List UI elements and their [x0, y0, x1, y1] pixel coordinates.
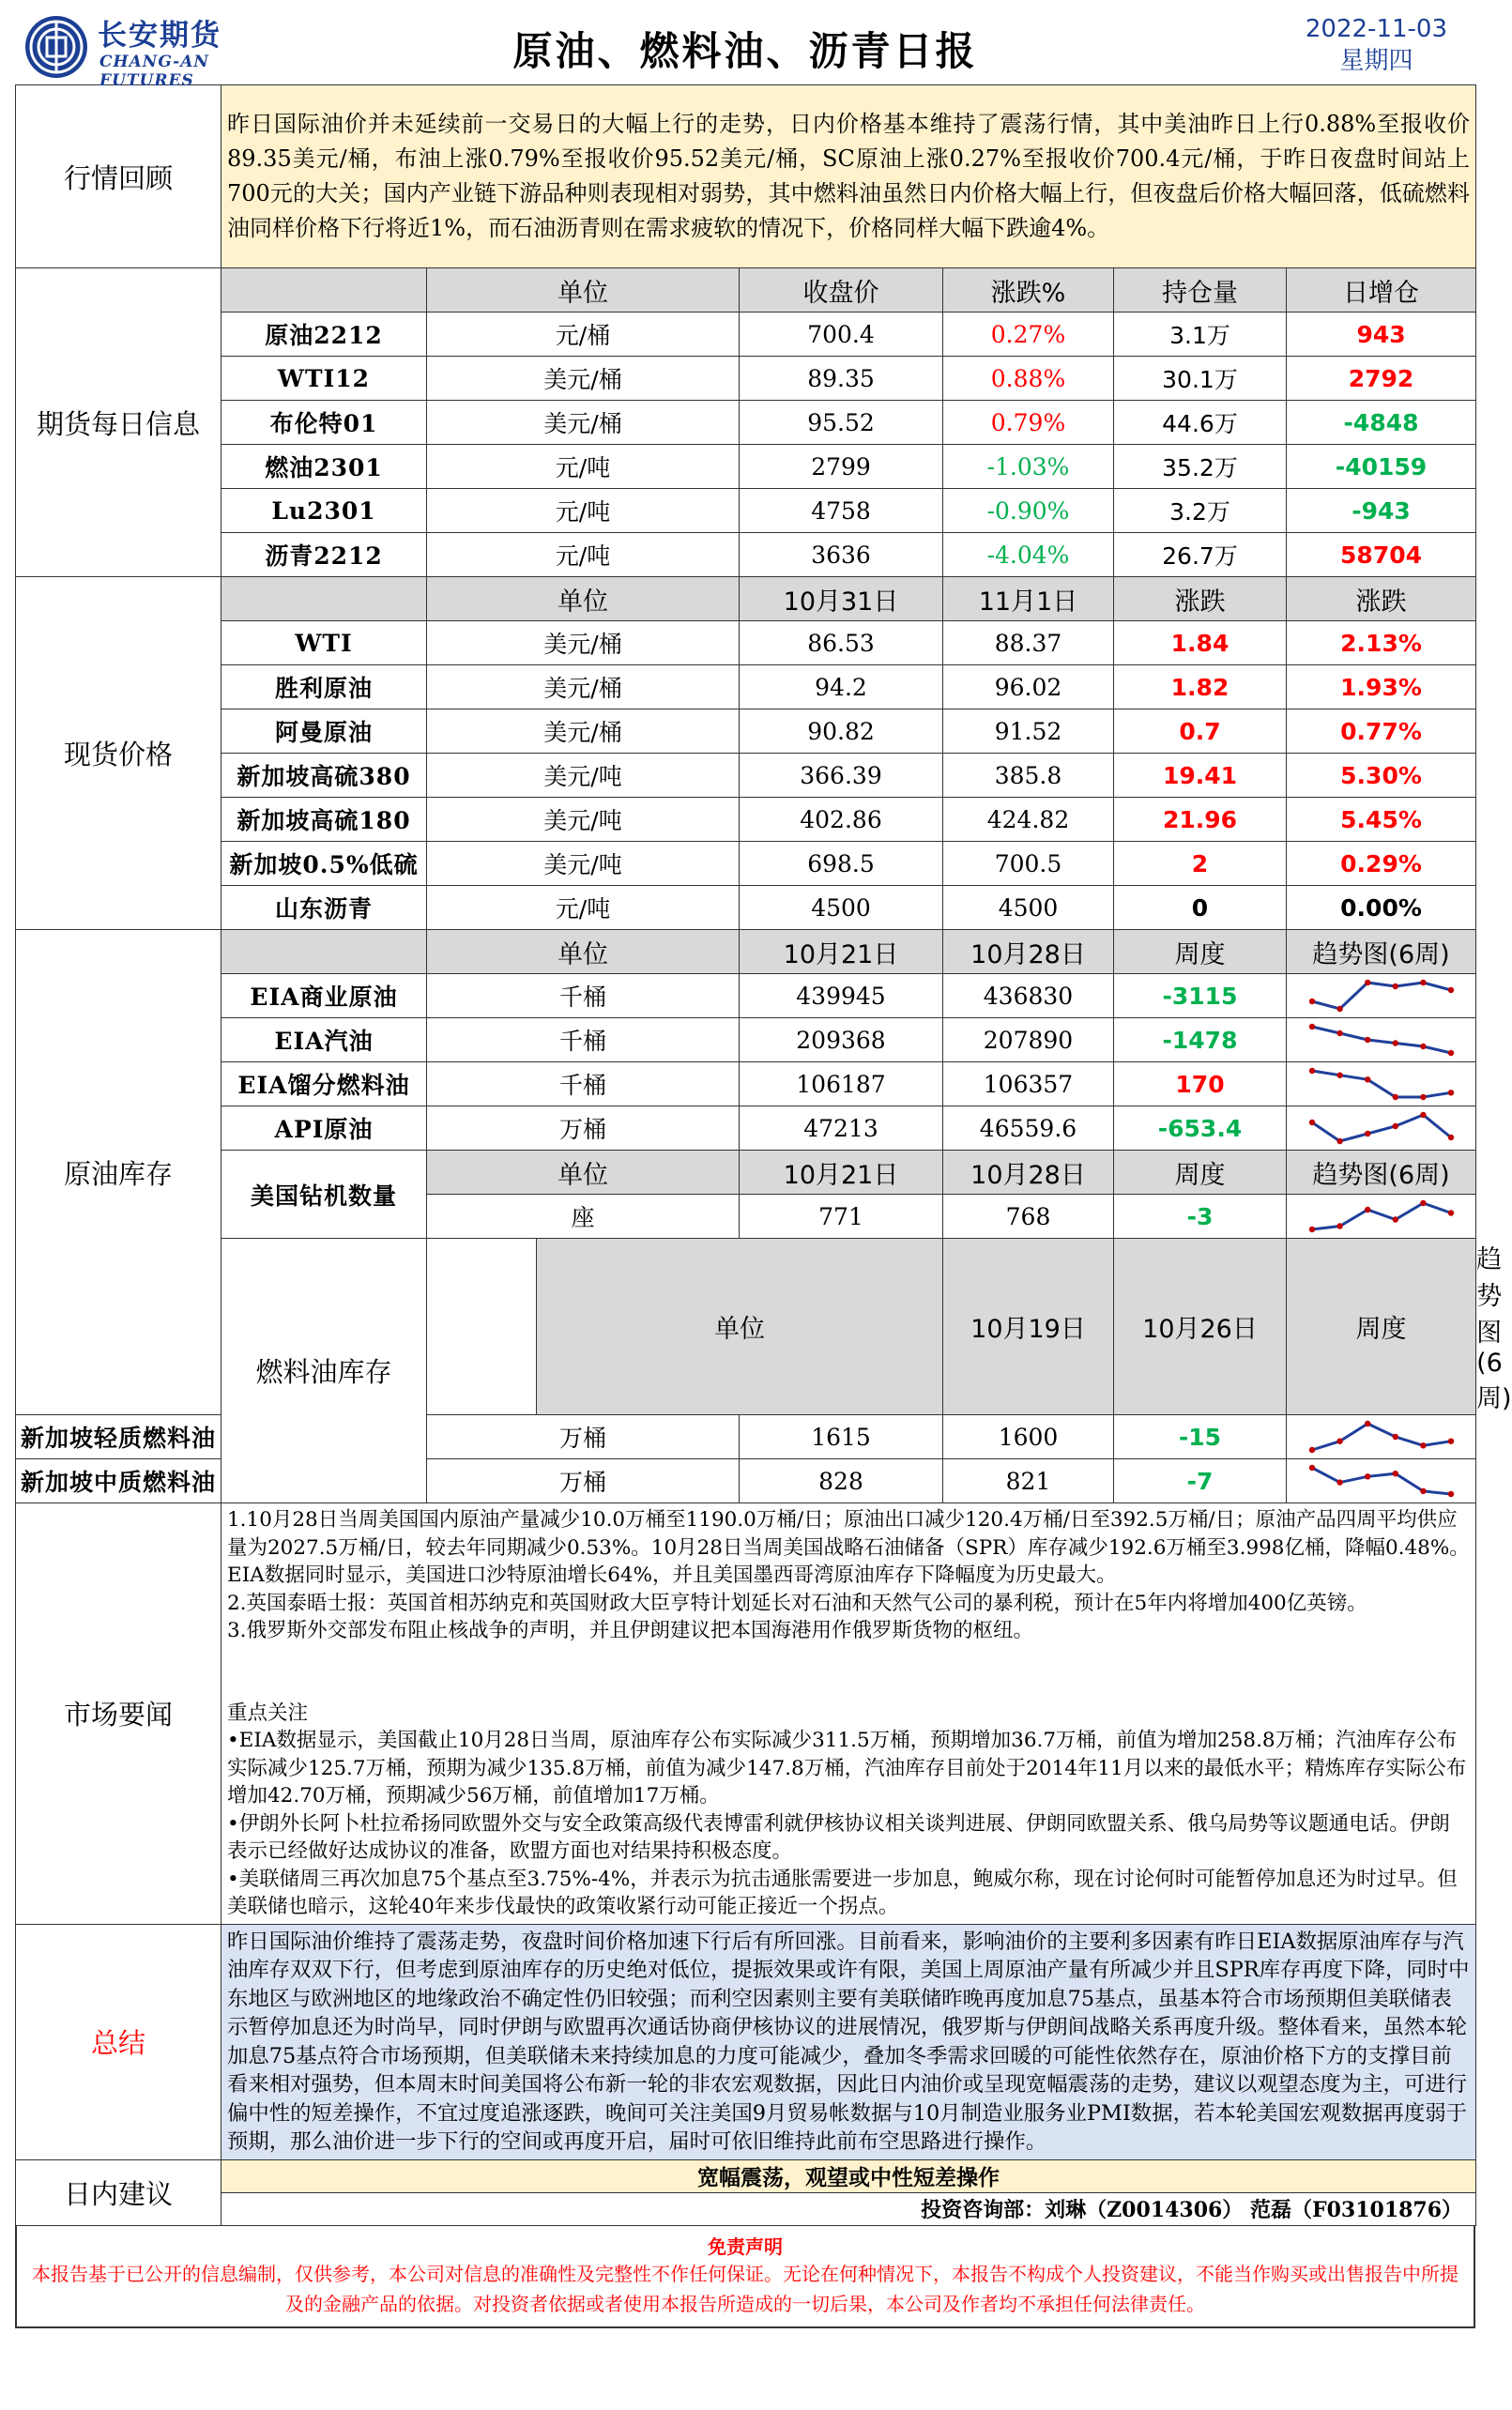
trend-point	[1447, 1439, 1453, 1444]
spot-price-d2: 96.02	[943, 665, 1114, 709]
rig-header: 趋势图(6周)	[1287, 1151, 1476, 1195]
trend-sparkline	[1306, 977, 1457, 1014]
trend-point	[1308, 1024, 1314, 1030]
fuel-inv-d2: 821	[943, 1459, 1114, 1503]
summary-text: 昨日国际油价维持了震荡走势，夜盘时间价格加速下行后有所回涨。目前看来，影响油价的主要利多因素有昨日EIA数据原油库存与汽油库存双双下行，但考虑到原油库存的历史绝对低位，提振效果或许有限，美国上周原油产量有所减少并且SPR库存再度下降，同时中东地区与欧洲地区的地缘政治不确定性仍旧较强；而利空因素则主要有美联储昨晚再度加息75基点，虽基本符合市场预期但美联储表示暂停加息还为时尚早，同时伊朗与欧盟再次通话协商伊核协议的进展情况，俄罗斯与伊朗间战略关系再度升级。整体看来，虽然本轮加息75基点符合市场预期，但美联储未来持续加息的力度可能减少，叠加冬季需求回暖的可能性依然存在，原油价格下方的支撑目前看来相对强势，但本周末时间美国将公布新一轮的非农宏观数据，因此日内油价或呈现宽幅震荡的走势，建议以观望态度为主，可进行偏中性的短差操作，不宜过度追涨逐跌，晚间可关注美国9月贸易帐数据与10月制造业服务业PMI数据，若本轮美国宏观数据再度弱于预期，那么油价进一步下行的空间或再度开启，届时可依旧维持此前布空思路进行操作。	[221, 1924, 1476, 2159]
trend-line	[1312, 1424, 1451, 1450]
rig-trend	[1287, 1195, 1476, 1239]
crude-inv-header: 趋势图(6周)	[1287, 930, 1476, 974]
futures-close: 3636	[740, 533, 943, 577]
trend-point	[1392, 984, 1397, 989]
futures-change: -0.90%	[943, 489, 1114, 533]
futures-open-interest: 35.2万	[1114, 445, 1287, 489]
fuel-inv-weekly: -15	[1114, 1415, 1287, 1459]
trend-point	[1392, 1471, 1397, 1476]
trend-point	[1308, 1227, 1314, 1232]
crude-inv-trend	[1287, 974, 1476, 1018]
report-header	[15, 0, 1475, 90]
trend-point	[1447, 987, 1453, 993]
fuel-inv-unit: 万桶	[427, 1415, 740, 1459]
section-label-summary: 总结	[16, 1924, 221, 2159]
futures-close: 89.35	[740, 357, 943, 401]
trend-point	[1365, 980, 1370, 985]
spot-unit: 美元/桶	[427, 709, 740, 754]
spot-price-d1: 90.82	[740, 709, 943, 754]
crude-inv-name: EIA汽油	[221, 1018, 427, 1062]
crude-inv-unit: 万桶	[427, 1106, 740, 1151]
focus-title: 重点关注	[227, 1701, 309, 1725]
spot-change-pct: 0.77%	[1287, 709, 1476, 754]
spot-unit: 元/吨	[427, 886, 740, 930]
trend-point	[1420, 1044, 1426, 1049]
logo-chinese-name: 长安期货	[98, 19, 221, 53]
report-title: 原油、燃料油、沥青日报	[512, 28, 978, 74]
futures-close: 95.52	[740, 401, 943, 445]
futures-unit: 美元/桶	[427, 401, 740, 445]
disclaimer-title: 免责声明	[708, 2235, 783, 2258]
section-label-advice: 日内建议	[16, 2159, 221, 2225]
futures-daily-increase: -4848	[1287, 401, 1476, 445]
trend-line	[1312, 1027, 1451, 1053]
spot-header: 涨跌	[1287, 577, 1476, 621]
crude-inv-trend	[1287, 1106, 1476, 1151]
spot-name: WTI	[221, 621, 427, 665]
futures-close: 700.4	[740, 313, 943, 357]
fuel-inv-trend	[1287, 1459, 1476, 1503]
futures-open-interest: 44.6万	[1114, 401, 1287, 445]
crude-inv-weekly: -1478	[1114, 1018, 1287, 1062]
fuel-inv-name: 新加坡中质燃料油	[16, 1459, 221, 1503]
futures-change: -4.04%	[943, 533, 1114, 577]
futures-header: 单位	[427, 268, 740, 313]
futures-change: -1.03%	[943, 445, 1114, 489]
futures-unit: 元/吨	[427, 445, 740, 489]
futures-open-interest: 30.1万	[1114, 357, 1287, 401]
crude-inv-unit: 千桶	[427, 974, 740, 1018]
rig-header: 单位	[427, 1151, 740, 1195]
futures-name: WTI12	[221, 357, 427, 401]
crude-inv-trend	[1287, 1062, 1476, 1106]
trend-point	[1308, 1120, 1314, 1125]
spot-price-d2: 88.37	[943, 621, 1114, 665]
trend-point	[1308, 1447, 1314, 1453]
futures-header: 日增仓	[1287, 268, 1476, 313]
trend-point	[1420, 1442, 1426, 1448]
crude-inv-weekly: 170	[1114, 1062, 1287, 1106]
crude-inv-unit: 千桶	[427, 1062, 740, 1106]
crude-inv-name: API原油	[221, 1106, 427, 1151]
futures-name: 原油2212	[221, 313, 427, 357]
news-item: 1.10月28日当周美国国内原油产量减少10.0万桶至1190.0万桶/日；原油出口减少120.4万桶/日至392.5万桶/日；原油产品四周平均供应量为2027.5万桶/日，较去年同期减少0.53%。10月28日当周美国战略石油储备（SPR）库存减少192.6万桶至3.998亿桶，降幅0.48%。EIA数据同时显示，美国进口沙特原油增长64%，并且美国墨西哥湾原油库存下降幅度为历史最大。	[227, 1508, 1470, 1587]
crude-inv-d1: 209368	[740, 1018, 943, 1062]
futures-header: 持仓量	[1114, 268, 1287, 313]
spot-price-d1: 698.5	[740, 842, 943, 886]
rig-header: 周度	[1114, 1151, 1287, 1195]
crude-inv-d2: 207890	[943, 1018, 1114, 1062]
fuel-inv-d1: 1615	[740, 1415, 943, 1459]
trend-sparkline	[1306, 1021, 1457, 1059]
spot-header: 11月1日	[943, 577, 1114, 621]
consultant-info: 投资咨询部：刘琳（Z0014306） 范磊（F03101876）	[221, 2192, 1476, 2225]
trend-point	[1447, 1050, 1453, 1056]
futures-daily-increase: 2792	[1287, 357, 1476, 401]
spot-price-d1: 402.86	[740, 798, 943, 842]
spot-change-pct: 0.00%	[1287, 886, 1476, 930]
spot-price-d2: 385.8	[943, 754, 1114, 798]
section-label-futures: 期货每日信息	[16, 268, 221, 577]
fuel-inv-unit: 万桶	[427, 1459, 740, 1503]
crude-inv-d1: 106187	[740, 1062, 943, 1106]
spot-price-d2: 424.82	[943, 798, 1114, 842]
trend-line	[1312, 983, 1451, 1009]
spot-unit: 美元/桶	[427, 621, 740, 665]
spot-price-d1: 366.39	[740, 754, 943, 798]
focus-item: •EIA数据显示，美国截止10月28日当周，原油库存公布实际减少311.5万桶，预期增加36.7万桶，前值为增加258.8万桶；汽油库存公布实际减少125.7万桶，预期为减少135.8万桶，前值为减少147.8万桶，汽油库存目前处于2014年11月以来的最低水平；精炼库存实际公布增加42.70万桶，预期减少56万桶，前值增加17万桶。	[227, 1729, 1467, 1808]
spot-change-pct: 5.30%	[1287, 754, 1476, 798]
fuel-inv-trend	[1287, 1415, 1476, 1459]
futures-header: 涨跌%	[943, 268, 1114, 313]
news-content	[221, 1503, 1476, 1925]
crude-inv-weekly: -653.4	[1114, 1106, 1287, 1151]
spot-change: 1.84	[1114, 621, 1287, 665]
spot-price-d2: 91.52	[943, 709, 1114, 754]
trend-point	[1365, 1207, 1370, 1213]
spot-header: 涨跌	[1114, 577, 1287, 621]
spot-header: 10月31日	[740, 577, 943, 621]
futures-daily-increase: 943	[1287, 313, 1476, 357]
review-text: 昨日国际油价并未延续前一交易日的大幅上行的走势，日内价格基本维持了震荡行情，其中美油昨日上行0.88%至报收价89.35美元/桶，布油上涨0.79%至报收价95.52美元/桶，SC原油上涨0.27%至报收价700.4元/桶，于昨日夜盘时间站上700元的大关；国内产业链下游品种则表现相对弱势，其中燃料油虽然日内价格大幅上行，但夜盘后价格大幅回落，低硫燃料油同样价格下行将近1%，而石油沥青则在需求疲软的情况下，价格同样大幅下跌逾4%。	[221, 85, 1476, 268]
fuel-inv-header: 10月19日	[943, 1239, 1114, 1415]
futures-open-interest: 3.1万	[1114, 313, 1287, 357]
crude-inv-header: 10月28日	[943, 930, 1114, 974]
trend-point	[1420, 1488, 1426, 1494]
trend-point	[1336, 1073, 1342, 1078]
spot-name: 山东沥青	[221, 886, 427, 930]
trend-point	[1447, 1090, 1453, 1095]
trend-line	[1312, 1468, 1451, 1494]
spot-change-pct: 1.93%	[1287, 665, 1476, 709]
spot-change: 19.41	[1114, 754, 1287, 798]
trend-point	[1420, 1094, 1426, 1100]
focus-item: •伊朗外长阿卜杜拉希扬同欧盟外交与安全政策高级代表博雷利就伊核协议相关谈判进展、伊朗同欧盟关系、俄乌局势等议题通电话。伊朗表示已经做好达成协议的准备，欧盟方面也对结果持积极态度。	[227, 1811, 1450, 1863]
trend-point	[1336, 1439, 1342, 1444]
trend-point	[1308, 999, 1314, 1004]
futures-daily-increase: -943	[1287, 489, 1476, 533]
futures-daily-increase: 58704	[1287, 533, 1476, 577]
crude-inv-trend	[1287, 1018, 1476, 1062]
spot-name: 新加坡高硫380	[221, 754, 427, 798]
spot-change: 2	[1114, 842, 1287, 886]
trend-point	[1392, 1094, 1397, 1100]
futures-open-interest: 3.2万	[1114, 489, 1287, 533]
trend-sparkline	[1306, 1418, 1457, 1456]
section-label-review: 行情回顾	[16, 85, 221, 268]
spot-change: 0	[1114, 886, 1287, 930]
trend-point	[1336, 1030, 1342, 1036]
spot-name: 阿曼原油	[221, 709, 427, 754]
futures-open-interest: 26.7万	[1114, 533, 1287, 577]
crude-inv-header: 周度	[1114, 930, 1287, 974]
report-date-block	[1306, 13, 1447, 77]
spot-change: 0.7	[1114, 709, 1287, 754]
trend-point	[1336, 1479, 1342, 1485]
fuel-inv-weekly: -7	[1114, 1459, 1287, 1503]
spot-change: 1.82	[1114, 665, 1287, 709]
logo-english-name: CHANG-AN FUTURES	[99, 53, 209, 90]
spot-change: 21.96	[1114, 798, 1287, 842]
trend-point	[1420, 1112, 1426, 1118]
futures-daily-increase: -40159	[1287, 445, 1476, 489]
futures-unit: 元/桶	[427, 313, 740, 357]
crude-inv-d1: 47213	[740, 1106, 943, 1151]
trend-point	[1447, 1135, 1453, 1140]
trend-line	[1312, 1071, 1451, 1097]
futures-name: Lu2301	[221, 489, 427, 533]
futures-name: 沥青2212	[221, 533, 427, 577]
fuel-inv-header: 周度	[1287, 1239, 1476, 1415]
trend-point	[1392, 1216, 1397, 1222]
fuel-inv-header: 10月26日	[1114, 1239, 1287, 1415]
trend-point	[1420, 1200, 1426, 1206]
futures-change: 0.79%	[943, 401, 1114, 445]
spot-price-d1: 4500	[740, 886, 943, 930]
trend-sparkline	[1306, 1065, 1457, 1103]
rig-count-name: 美国钻机数量	[221, 1151, 427, 1239]
futures-change: 0.88%	[943, 357, 1114, 401]
trend-point	[1392, 1123, 1397, 1129]
rig-d1: 771	[740, 1195, 943, 1239]
futures-name: 燃油2301	[221, 445, 427, 489]
trend-point	[1308, 1465, 1314, 1471]
trend-point	[1392, 1434, 1397, 1440]
report-weekday: 星期四	[1339, 47, 1413, 75]
trend-point	[1336, 1138, 1342, 1144]
trend-point	[1365, 1131, 1370, 1136]
rig-d2: 768	[943, 1195, 1114, 1239]
focus-item: •美联储周三再次加息75个基点至3.75%-4%，并表示为抗击通胀需要进一步加息，鲍威尔称，现在讨论何时可能暂停加息还为时过早。但美联储也暗示，这轮40年来步伐最快的政策收紧行动可能正接近一个拐点。	[227, 1867, 1458, 1918]
spot-price-d1: 94.2	[740, 665, 943, 709]
trend-point	[1447, 1491, 1453, 1497]
spot-change-pct: 5.45%	[1287, 798, 1476, 842]
spot-change-pct: 0.29%	[1287, 842, 1476, 886]
futures-header: 收盘价	[740, 268, 943, 313]
trend-point	[1365, 1076, 1370, 1082]
trend-sparkline	[1306, 1109, 1457, 1147]
news-item: 3.俄罗斯外交部发布阻止核战争的声明，并且伊朗建议把本国海港用作俄罗斯货物的枢纽。	[227, 1619, 1034, 1642]
spot-name: 新加坡0.5%低硫	[221, 842, 427, 886]
trend-point	[1392, 1040, 1397, 1045]
futures-name: 布伦特01	[221, 401, 427, 445]
trend-point	[1365, 1473, 1370, 1479]
spot-price-d2: 700.5	[943, 842, 1114, 886]
spot-unit: 美元/吨	[427, 798, 740, 842]
trend-line	[1312, 1203, 1451, 1229]
spot-header: 单位	[427, 577, 740, 621]
spot-unit: 美元/桶	[427, 665, 740, 709]
spot-unit: 美元/吨	[427, 842, 740, 886]
fuel-inv-d1: 828	[740, 1459, 943, 1503]
disclaimer-text: 本报告基于已公开的信息编制，仅供参考，本公司对信息的准确性及完整性不作任何保证。无论在何种情况下，本报告不构成个人投资建议，不能当作购买或出售报告中所提及的金融产品的依据。对投资者依据或者使用本报告所造成的一切后果，本公司及作者均不承担任何法律责任。	[32, 2262, 1459, 2315]
trend-sparkline	[1306, 1197, 1457, 1235]
futures-unit: 元/吨	[427, 489, 740, 533]
news-item: 2.英国泰晤士报：英国首相苏纳克和英国财政大臣亨特计划延长对石油和天然气公司的暴利税，预计在5年内将增加400亿英镑。	[227, 1591, 1367, 1615]
trend-point	[1336, 1223, 1342, 1228]
spot-price-d2: 4500	[943, 886, 1114, 930]
spot-change-pct: 2.13%	[1287, 621, 1476, 665]
rig-header: 10月21日	[740, 1151, 943, 1195]
trend-point	[1365, 1421, 1370, 1426]
disclaimer	[15, 2226, 1475, 2328]
spot-unit: 美元/吨	[427, 754, 740, 798]
crude-inv-unit: 千桶	[427, 1018, 740, 1062]
section-label-news: 市场要闻	[16, 1503, 221, 1925]
crude-inv-d2: 106357	[943, 1062, 1114, 1106]
fuel-inv-header: 单位	[537, 1239, 943, 1415]
rig-header: 10月28日	[943, 1151, 1114, 1195]
section-label-crude-inventory: 原油库存	[16, 930, 221, 1415]
advice-text: 宽幅震荡，观望或中性短差操作	[221, 2159, 1476, 2192]
section-label-spot: 现货价格	[16, 577, 221, 930]
trend-sparkline	[1306, 1462, 1457, 1500]
report-table: 行情回顾 昨日国际油价并未延续前一交易日的大幅上行的走势，日内价格基本维持了震荡行情，其中美油昨日上行0.88%至报收价89.35美元/桶，布油上涨0.79%至报收价95.52美元/桶，SC原油上涨0.27%至报收价700.4元/桶，于昨日夜盘时间站上700元的大关；国内产业链下游品种则表现相对弱势，其中燃料油虽然日内价格大幅上行，但夜盘后价格大幅回落，低硫燃料油同样价格下行将近1%，而石油沥青则在需求疲软的情况下，价格同样大幅下跌逾4%。 期货每日信息 单位 收盘价 涨跌% 持仓量 日增仓 原油2212 元/桶 700.4 0.27% 3.1万 943 WTI12 美元/桶 89.35 0.88% 30.1万 2792 布伦特01 美元/桶 95.52 0.79% 44.6万 -4848 燃油2301 元/吨 2799 -1.03% 35.2万 -40159 Lu2301 元/吨 4758 -0.90% 3.2万 -943 沥青2212 元/吨 3636 -4.04% 26.7万 58704 现货价格 单位 10月31日 11月1日 涨跌 涨跌 WTI 美元/桶 86.53 88.37 1.84 2.13% 胜利原油 美元/桶 94.2 96.02 1.82 1.93% 阿曼原油 美元/桶 90.82 91.52 0.7 0.77% 新加坡高硫380 美元/吨 366.39 385.8 19.41 5.30% 新加坡高硫180 美元/吨 402.86 424.82 21.96 5.45% 新加坡0.5%低硫 美元/吨 698.5 700.5 2 0.29% 山东沥青 元/吨 4500 4500 0 0.00% 原油库存 单位 10月21日 10月28日 周度 趋势图(6周) EIA商业原油 千桶 439945 436830 -3115 EIA汽油 千桶 209368 207890 -1478 EIA馏分燃料油 千桶 106187 106357 170 API原油 万桶 47213 46559.6 -653.4 美国钻机数量 单位 10月21日 10月28日 周度 趋势图(6周) 座 771 768 -3 燃料油库存 单位 10月19日 10月26日 周度 趋势图(6周) 新加坡轻质燃料油 万桶 1615 1600 -15 新加坡中质燃料油 万桶 828 821 -7 市场要闻 1.10月28日当周美国国内原油产量减少10.0万桶至1190.0万桶/日；原油出口减少120.4万桶/日至392.5万桶/日；原油产品四周平均供应量为2027.5万桶/日，较去年同期减少0.53%。10月28日当周美国战略石油储备（SPR）库存减少192.6万桶至3.998亿桶，降幅0.48%。EIA数据同时显示，美国进口沙特原油增长64%，并且美国墨西哥湾原油库存下降幅度为历史最大。 2.英国泰晤士报：英国首相苏纳克和英国财政大臣亨特计划延长对石油和天然气公司的暴利税，预计在5年内将增加400亿英镑。 3.俄罗斯外交部发布阻止核战争的声明，并且伊朗建议把本国海港用作俄罗斯货物的枢纽。 重点关注 •EIA数据显示，美国截止10月28日当周，原油库存公布实际减少311.5万桶，预期增加36.7万桶，前值为增加258.8万桶；汽油库存公布实际减少125.7万桶，预期为减少135.8万桶，前值为减少147.8万桶，汽油库存目前处于2014年11月以来的最低水平；精炼库存实际公布增加42.70万桶，预期减少56万桶，前值增加17万桶。 •伊朗外长阿卜杜拉希扬同欧盟外交与安全政策高级代表博雷利就伊核协议相关谈判进展、伊朗同欧盟关系、俄乌局势等议题通电话。伊朗表示已经做好达成协议的准备，欧盟方面也对结果持积极态度。 •美联储周三再次加息75个基点至3.75%-4%，并表示为抗击通胀需要进一步加息，鲍威尔称，现在讨论何时可能暂停加息还为时过早。但美联储也暗示，这轮40年来步伐最快的政策收紧行动可能正接近一个拐点。 总结 昨日国际油价维持了震荡走势，夜盘时间价格加速下行后有所回涨。目前看来，影响油价的主要利多因素有昨日EIA数据原油库存与汽油库存双双下行，但考虑到原油库存的历史绝对低位，提振效果或许有限，美国上周原油产量有所减少并且SPR库存再度下降，同时中东地区与欧洲地区的地缘政治不确定性仍旧较强；而利空因素则主要有美联储昨晚再度加息75基点，虽基本符合市场预期但美联储表示暂停加息还为时尚早，同时伊朗与欧盟再次通话协商伊核协议的进展情况，俄罗斯与伊朗间战略关系再度升级。整体看来，虽然本轮加息75基点符合市场预期，但美联储未来持续加息的力度可能减少，叠加冬季需求回暖的可能性依然存在，原油价格下方的支撑目前看来相对强势，但本周末时间美国将公布新一轮的非农宏观数据，因此日内油价或呈现宽幅震荡的走势，建议以观望态度为主，可进行偏中性的短差操作，不宜过度追涨逐跌，晚间可关注美国9月贸易帐数据与10月制造业服务业PMI数据，若本轮美国宏观数据再度弱于预期，那么油价进一步下行的空间或再度开启，届时可依旧维持此前布空思路进行操作。 日内建议 宽幅震荡，观望或中性短差操作 投资咨询部：刘琳（Z0014306） 范磊（F03101876）	[15, 84, 1476, 2226]
rig-weekly: -3	[1114, 1195, 1287, 1239]
crude-inv-d2: 436830	[943, 974, 1114, 1018]
report-date: 2022-11-03	[1305, 15, 1447, 43]
spot-name: 新加坡高硫180	[221, 798, 427, 842]
trend-point	[1447, 1210, 1453, 1215]
crude-inv-d2: 46559.6	[943, 1106, 1114, 1151]
crude-inv-header: 10月21日	[740, 930, 943, 974]
futures-unit: 美元/桶	[427, 357, 740, 401]
futures-change: 0.27%	[943, 313, 1114, 357]
crude-inv-weekly: -3115	[1114, 974, 1287, 1018]
futures-close: 4758	[740, 489, 943, 533]
crude-inv-name: EIA馏分燃料油	[221, 1062, 427, 1106]
crude-inv-d1: 439945	[740, 974, 943, 1018]
section-label-fuel-inventory: 燃料油库存	[221, 1239, 427, 1503]
trend-point	[1420, 980, 1426, 985]
trend-point	[1365, 1037, 1370, 1043]
rig-unit: 座	[427, 1195, 740, 1239]
spot-price-d1: 86.53	[740, 621, 943, 665]
futures-close: 2799	[740, 445, 943, 489]
fuel-inv-name: 新加坡轻质燃料油	[16, 1415, 221, 1459]
futures-unit: 元/吨	[427, 533, 740, 577]
trend-point	[1336, 1006, 1342, 1012]
crude-inv-name: EIA商业原油	[221, 974, 427, 1018]
trend-point	[1308, 1068, 1314, 1074]
crude-inv-header: 单位	[427, 930, 740, 974]
trend-line	[1312, 1115, 1451, 1141]
fuel-inv-d2: 1600	[943, 1415, 1114, 1459]
spot-name: 胜利原油	[221, 665, 427, 709]
